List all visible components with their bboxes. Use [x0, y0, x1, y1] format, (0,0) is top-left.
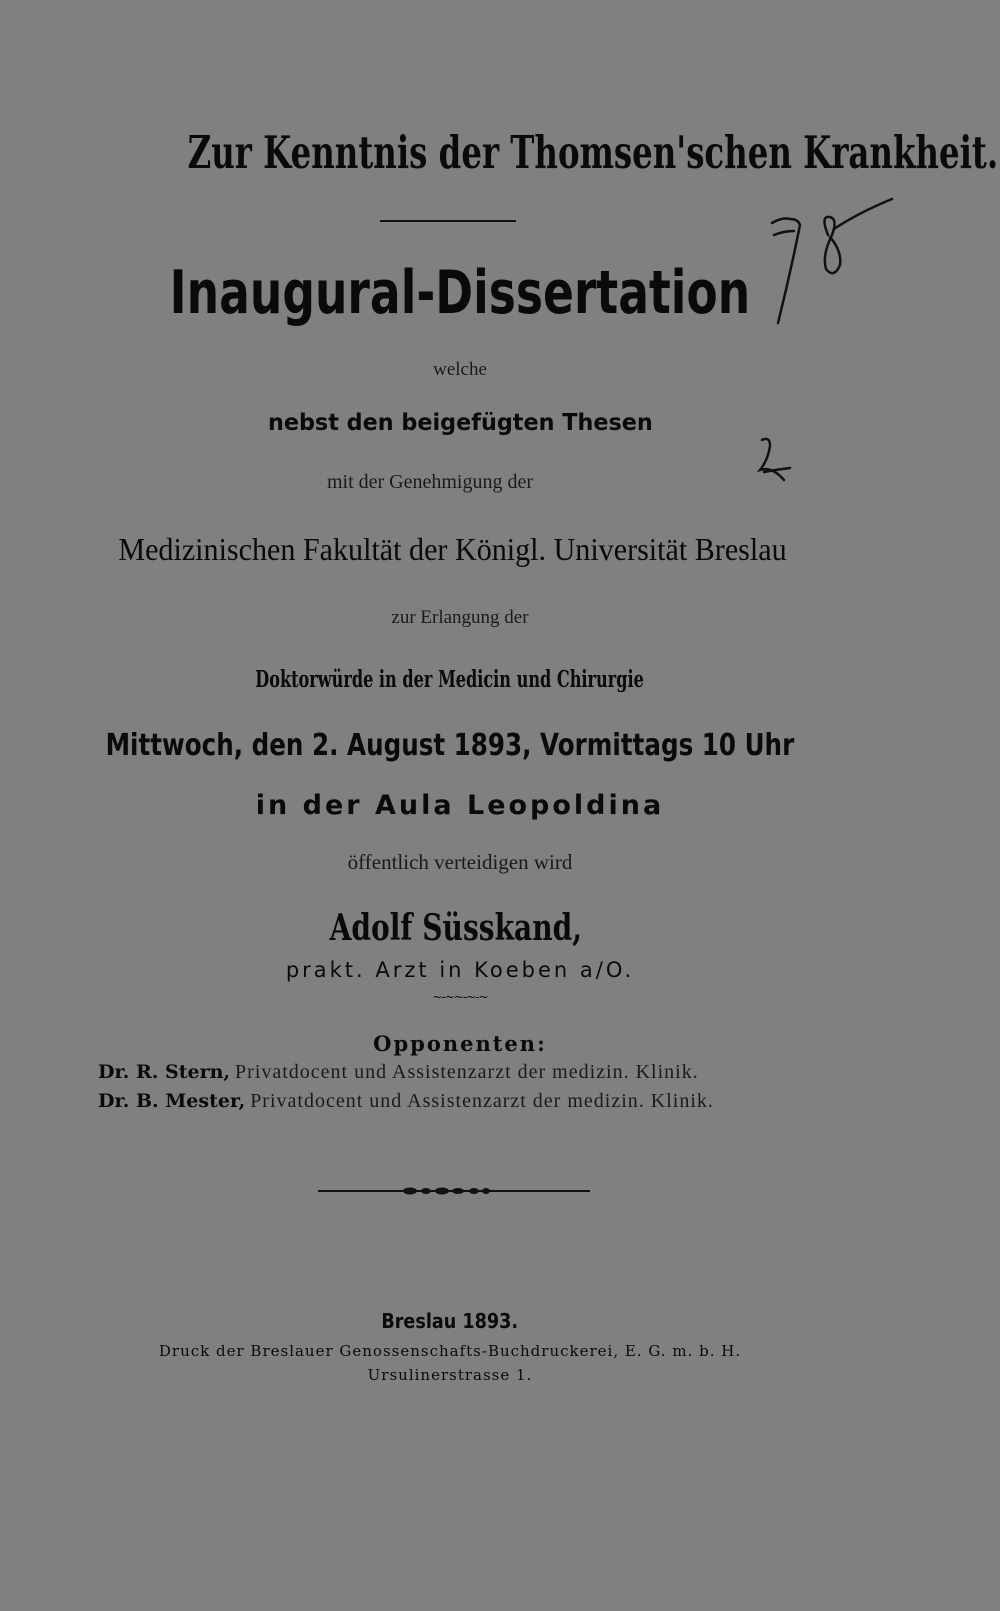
line-zur: zur Erlangung der — [391, 607, 529, 628]
opponent-name: Dr. R. Stern, — [98, 1061, 231, 1083]
title-rule — [380, 220, 516, 222]
opponents-heading: Opponenten: — [373, 1031, 547, 1056]
handwritten-number-2 — [756, 436, 796, 486]
squiggle-divider: ~-~~-~-~ — [432, 990, 488, 1004]
ornament-divider — [318, 1185, 590, 1197]
author-title: prakt. Arzt in Koeben a/O. — [285, 958, 635, 982]
line-oeffentlich: öffentlich verteidigen wird — [347, 850, 573, 874]
dissertation-heading: Inaugural-Dissertation — [169, 258, 751, 328]
date-line: Mittwoch, den 2. August 1893, Vormittags 10 Uhr — [105, 728, 795, 763]
handwritten-number-78 — [768, 195, 908, 335]
venue-line: in der Aula Leopoldina — [255, 790, 665, 821]
faculty-line: Medizinischen Fakultät der Königl. Universität Breslau — [117, 531, 787, 567]
printer-address: Ursulinerstrasse 1. — [367, 1366, 533, 1384]
line-mit: mit der Genehmigung der — [326, 471, 534, 493]
printer-line: Druck der Breslauer Genossenschafts-Buchdruckerei, E. G. m. b. H. — [158, 1342, 742, 1360]
opponent-line — [98, 1090, 818, 1113]
place-year: Breslau 1893. — [381, 1309, 519, 1333]
opponent-line — [98, 1061, 818, 1084]
opponent-role: Privatdocent und Assistenzarzt der medizin. Klinik. — [250, 1090, 714, 1112]
author-name: Adolf Süsskand, — [329, 907, 583, 949]
line-welche: welche — [433, 359, 487, 380]
document-title: Zur Kenntnis der Thomsen'schen Krankheit. — [187, 126, 999, 179]
line-nebst: nebst den beigefügten Thesen — [267, 410, 653, 436]
opponent-name: Dr. B. Mester, — [98, 1090, 246, 1112]
degree-line: Doktorwürde in der Medicin und Chirurgie — [255, 666, 645, 693]
opponent-role: Privatdocent und Assistenzarzt der medizin. Klinik. — [235, 1061, 699, 1083]
